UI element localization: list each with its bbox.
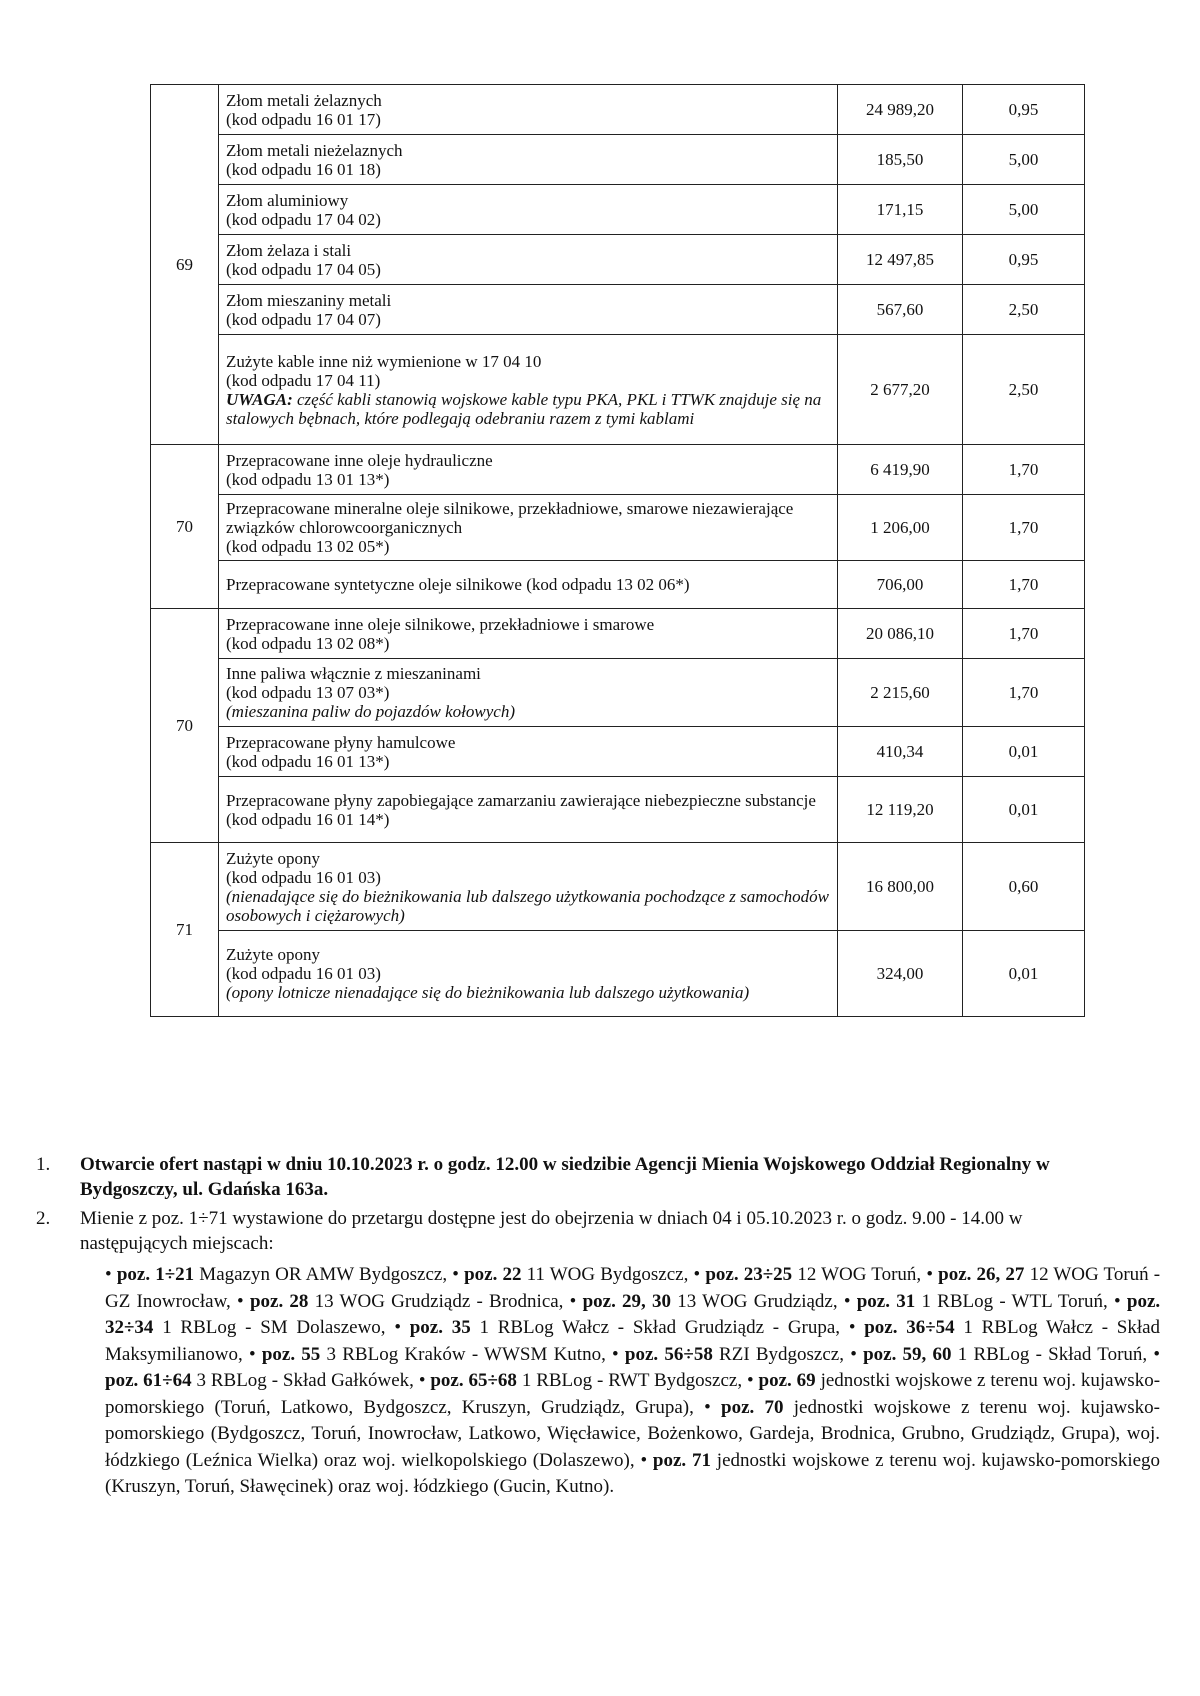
waste-code: (kod odpadu 13 02 08*) [226,633,390,653]
location-place: jednostki wojskowe z terenu woj. kujawsko-pomorskiego (Toruń, Latkowo, Bydgoszcz, Kruszyn, Grudziądz, Grupa), [105,1370,1161,1418]
waste-code: (kod odpadu 13 02 05*) [226,537,390,556]
waste-code: (kod odpadu 13 07 03*) [226,683,390,702]
waste-code: (kod odpadu 17 04 02) [226,209,381,229]
location-position: poz. 26, 27 [938,1264,1025,1285]
table-row [151,185,1085,235]
quantity: 706,00 [838,561,963,609]
quantity: 185,50 [838,135,963,185]
bullet-icon: • [237,1290,244,1312]
waste-description [219,843,838,931]
waste-code: (kod odpadu 17 04 11) [226,370,381,390]
waste-note [226,983,831,1002]
point-number: 1. [36,1154,51,1175]
point-1 [36,1152,1096,1202]
unit-price: 5,00 [963,185,1085,235]
location-place: 13 WOG Grudziądz, [677,1290,838,1312]
waste-description [219,727,838,777]
waste-code: (kod odpadu 13 01 13*) [226,469,390,489]
location-position: poz. 29, 30 [582,1290,672,1312]
location-position: poz. 35 [409,1317,471,1338]
bullet-icon: • [612,1343,619,1365]
quantity: 171,15 [838,185,963,235]
quantity: 1 206,00 [838,495,963,561]
location-place: 12 WOG Toruń - GZ Inowrocław, [105,1264,1161,1312]
location-place: 3 RBLog - Skład Gałkówek, [196,1370,414,1391]
waste-description [219,185,838,235]
location-place: 1 RBLog - RWT Bydgoszcz, [521,1370,743,1391]
unit-price: 1,70 [963,659,1085,727]
unit-price: 1,70 [963,561,1085,609]
unit-price: 2,50 [963,285,1085,335]
location-position: poz. 22 [464,1264,522,1285]
item-position: 70 [151,609,219,843]
location-position: poz. 31 [856,1290,916,1312]
unit-price: 1,70 [963,495,1085,561]
unit-price: 0,95 [963,85,1085,135]
waste-name: Zużyte kable inne niż wymienione w 17 04 10 [226,351,542,371]
location-place: 1 RBLog - SM Dolaszewo, [162,1317,386,1338]
waste-description [219,285,838,335]
waste-name: Złom mieszaniny metali [226,290,392,310]
unit-price: 0,95 [963,235,1085,285]
bullet-icon: • [248,1343,256,1365]
quantity: 2 677,20 [838,335,963,445]
quantity: 2 215,60 [838,659,963,727]
bullet-icon: • [926,1264,933,1285]
bullet-icon: • [394,1317,401,1338]
bullet-icon: • [746,1370,754,1391]
location-position: poz. 70 [721,1396,784,1418]
location-position: poz. 32÷34 [105,1290,1161,1338]
waste-description [219,495,838,561]
waste-name: Inne paliwa włącznie z mieszaninami [226,664,481,683]
unit-price: 0,01 [963,777,1085,843]
waste-description [219,659,838,727]
unit-price: 1,70 [963,609,1085,659]
point-number: 2. [36,1208,51,1229]
waste-name: Złom metali żelaznych [226,90,382,110]
bullet-icon: • [693,1264,701,1285]
waste-code: (kod odpadu 16 01 13*) [226,751,390,771]
note-label: UWAGA: [226,389,293,409]
table-row [151,495,1085,561]
bullet-icon: • [843,1290,851,1312]
waste-name: Przepracowane syntetyczne oleje silnikowe (kod odpadu 13 02 06*) [226,575,690,594]
waste-name: Złom żelaza i stali [226,240,352,260]
table-row [151,445,1085,495]
waste-name: Złom aluminiowy [226,190,349,210]
item-position: 70 [151,445,219,609]
unit-price: 0,60 [963,843,1085,931]
bullet-icon: • [1153,1343,1161,1365]
waste-description [219,609,838,659]
item-position: 71 [151,843,219,1017]
location-place: 1 RBLog Wałcz - Skład Maksymilianowo, [105,1317,1161,1365]
quantity: 24 989,20 [838,85,963,135]
point-2 [36,1206,1096,1256]
point-text: Mienie z poz. 1÷71 wystawione do przetargu dostępne jest do obejrzenia w dniach 04 i 05.10.2023 r. o godz. 9.00 - 14.00 w następujących miejscach: [80,1208,1023,1254]
location-place: 13 WOG Grudziądz - Brodnica, [314,1290,564,1312]
quantity: 6 419,90 [838,445,963,495]
waste-code: (kod odpadu 17 04 07) [226,309,381,329]
location-position: poz. 28 [249,1290,309,1312]
table-row [151,609,1085,659]
waste-description [219,561,838,609]
location-place: 12 WOG Toruń, [797,1264,922,1285]
quantity: 567,60 [838,285,963,335]
unit-price: 1,70 [963,445,1085,495]
table-row [151,135,1085,185]
waste-name: Przepracowane mineralne oleje silnikowe, przekładniowe, smarowe niezawierające związków chlorowcoorganicznych [226,499,794,537]
waste-name: Przepracowane płyny zapobiegające zamarzaniu zawierające niebezpieczne substancje [226,790,816,810]
table-row [151,777,1085,843]
bullet-icon: • [640,1449,648,1471]
quantity: 12 497,85 [838,235,963,285]
location-position: poz. 23÷25 [705,1264,793,1285]
note-text: (mieszanina paliw do pojazdów kołowych) [226,702,515,721]
waste-name: Złom metali nieżelaznych [226,140,403,160]
table-row [151,727,1085,777]
waste-code: (kod odpadu 16 01 03) [226,964,381,983]
waste-table [150,84,1085,1017]
quantity: 12 119,20 [838,777,963,843]
location-position: poz. 71 [652,1449,711,1471]
waste-description [219,135,838,185]
note-text: (opony lotnicze nienadające się do bieżnikowania lub dalszego użytkowania) [226,983,750,1002]
item-position: 69 [151,85,219,445]
location-position: poz. 36÷54 [864,1317,955,1338]
bullet-icon: • [452,1264,459,1285]
location-place: Magazyn OR AMW Bydgoszcz, [199,1264,448,1285]
bullet-icon: • [105,1264,112,1285]
location-position: poz. 69 [758,1370,816,1391]
table-row [151,285,1085,335]
table-row [151,561,1085,609]
note-text: część kabli stanowią wojskowe kable typu PKA, PKL i TTWK znajduje się na stalowych bębnach, które podlegają odebraniu razem z tymi kablami [226,389,822,428]
location-position: poz. 65÷68 [430,1370,517,1391]
waste-code: (kod odpadu 16 01 03) [226,867,381,887]
location-place: jednostki wojskowe z terenu woj. kujawsko-pomorskiego (Bydgoszcz, Toruń, Inowrocław, Latkowo, Więcławice, Bożenkowo, Gardeja, Brodnica, Grubno, Grudziądz, Grupa), woj. łódzkiego (Leźnica Wielka) oraz woj. wielkopolskiego (Dolaszewo), [105,1396,1161,1471]
table-row [151,335,1085,445]
waste-name: Przepracowane inne oleje hydrauliczne [226,450,493,470]
unit-price: 0,01 [963,931,1085,1017]
bullet-icon: • [418,1370,426,1391]
location-place: 11 WOG Bydgoszcz, [526,1264,689,1285]
waste-description [219,235,838,285]
waste-name: Zużyte opony [226,848,320,868]
quantity: 20 086,10 [838,609,963,659]
location-place: 1 RBLog - Skład Toruń, [957,1343,1148,1365]
location-place: 1 RBLog Wałcz - Skład Grudziądz - Grupa, [479,1317,841,1338]
location-position: poz. 1÷21 [116,1264,195,1285]
waste-description [219,777,838,843]
location-position: poz. 56÷58 [624,1343,713,1365]
waste-code: (kod odpadu 17 04 05) [226,259,381,279]
location-position: poz. 55 [261,1343,321,1365]
location-place: 1 RBLog - WTL Toruń, [921,1290,1108,1312]
bullet-icon: • [848,1317,856,1338]
note-text: (nienadające się do bieżnikowania lub dalszego użytkowania pochodzące z samochodów osobowych i ciężarowych) [226,886,829,925]
waste-note [226,702,831,721]
waste-description [219,85,838,135]
location-position: poz. 61÷64 [105,1370,192,1391]
waste-name: Przepracowane płyny hamulcowe [226,732,456,752]
table-row [151,659,1085,727]
bullet-icon: • [850,1343,857,1365]
waste-name: Przepracowane inne oleje silnikowe, przekładniowe i smarowe [226,614,655,634]
point-text: Otwarcie ofert nastąpi w dniu 10.10.2023 r. o godz. 12.00 w siedzibie Agencji Mienia Wojskowego Oddział Regionalny w Bydgoszczy, ul. Gdańska 163a. [80,1154,1050,1200]
bullet-icon: • [704,1396,711,1418]
table-row [151,85,1085,135]
waste-note [226,887,831,925]
waste-code: (kod odpadu 16 01 17) [226,109,381,129]
inspection-locations [105,1262,1160,1501]
table-row [151,931,1085,1017]
bullet-icon: • [569,1290,577,1312]
waste-code: (kod odpadu 16 01 18) [226,159,381,179]
waste-description [219,445,838,495]
bullet-icon: • [1113,1290,1121,1312]
location-place: jednostki wojskowe z terenu woj. kujawsko-pomorskiego (Kruszyn, Toruń, Sławęcinek) oraz woj. łódzkiego (Gucin, Kutno). [105,1449,1161,1497]
quantity: 16 800,00 [838,843,963,931]
unit-price: 5,00 [963,135,1085,185]
waste-description [219,931,838,1017]
waste-note [226,390,831,428]
waste-code: (kod odpadu 16 01 14*) [226,809,390,829]
unit-price: 2,50 [963,335,1085,445]
waste-name: Zużyte opony [226,945,320,964]
table-row [151,235,1085,285]
quantity: 324,00 [838,931,963,1017]
table-row [151,843,1085,931]
location-position: poz. 59, 60 [863,1343,952,1365]
unit-price: 0,01 [963,727,1085,777]
quantity: 410,34 [838,727,963,777]
waste-description [219,335,838,445]
location-place: 3 RBLog Kraków - WWSM Kutno, [326,1343,606,1365]
location-place: RZI Bydgoszcz, [719,1343,844,1365]
